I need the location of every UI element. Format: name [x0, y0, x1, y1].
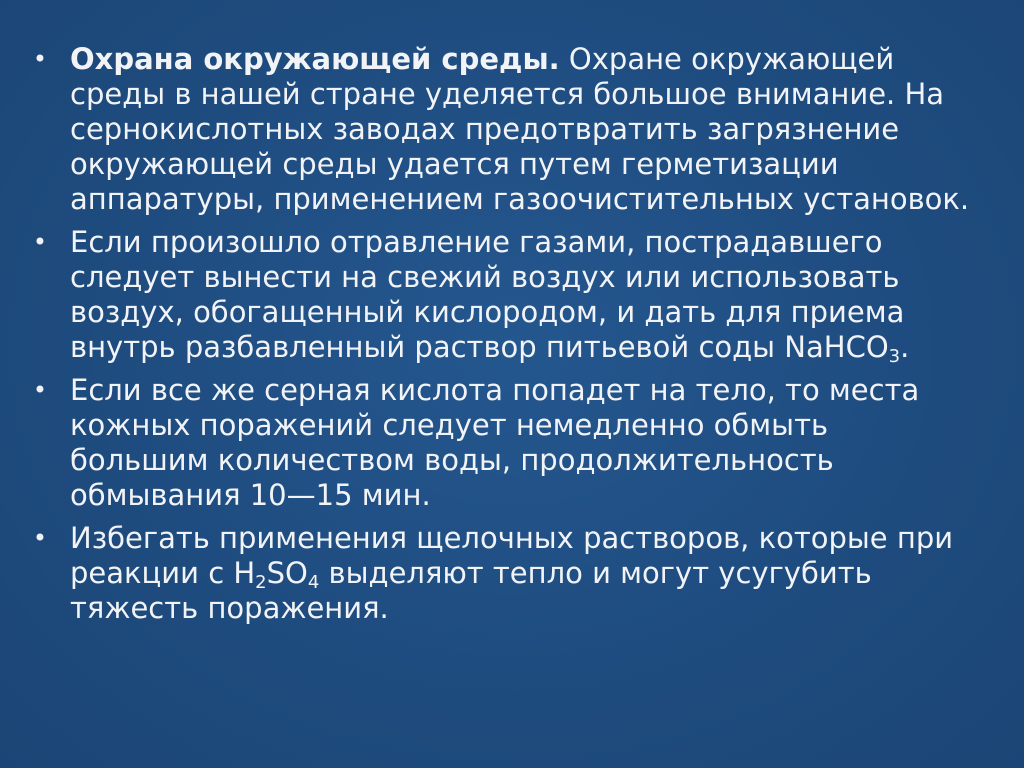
subscript: 2 — [255, 572, 267, 593]
bullet-heading: Охрана окружающей среды. — [70, 42, 560, 76]
bullet-item-acid-on-skin — [30, 373, 974, 513]
bullet-text-end: выделяют тепло и могут усугубить тяжесть поражения. — [70, 556, 872, 625]
bullet-item-gas-poisoning — [30, 225, 974, 365]
bullet-dot-icon: • — [32, 376, 48, 404]
bullet-text: Если произошло отравление газами, пострадавшего следует вынести на свежий воздух или использовать воздух, обогащенный кислородом, и дать для приема внутрь разбавленный раствор питьевой соды NaHCO — [70, 225, 905, 364]
bullet-dot-icon: • — [32, 524, 48, 552]
bullet-dot-icon: • — [32, 228, 48, 256]
bullet-list — [30, 42, 974, 626]
bullet-item-alkaline-warning — [30, 521, 974, 626]
bullet-dot-icon: • — [32, 45, 48, 73]
bullet-text: Охране окружающей среды в нашей стране уделяется большое внимание. На сернокислотных заводах предотвратить загрязнение окружающей среды удается путем герметизации аппаратуры, применением газоочистительных установок. — [70, 42, 970, 216]
bullet-text: Избегать применения щелочных растворов, которые при реакции с H — [70, 521, 954, 590]
bullet-text: Если все же серная кислота попадет на тело, то места кожных поражений следует немедленно обмыть большим количеством воды, продолжительность обмывания 10—15 мин. — [70, 373, 920, 512]
subscript: 4 — [307, 572, 320, 593]
bullet-item-environment — [30, 42, 974, 217]
subscript: 3 — [888, 346, 901, 367]
bullet-text-middle: SO — [266, 556, 308, 590]
bullet-text-end: . — [900, 330, 910, 364]
